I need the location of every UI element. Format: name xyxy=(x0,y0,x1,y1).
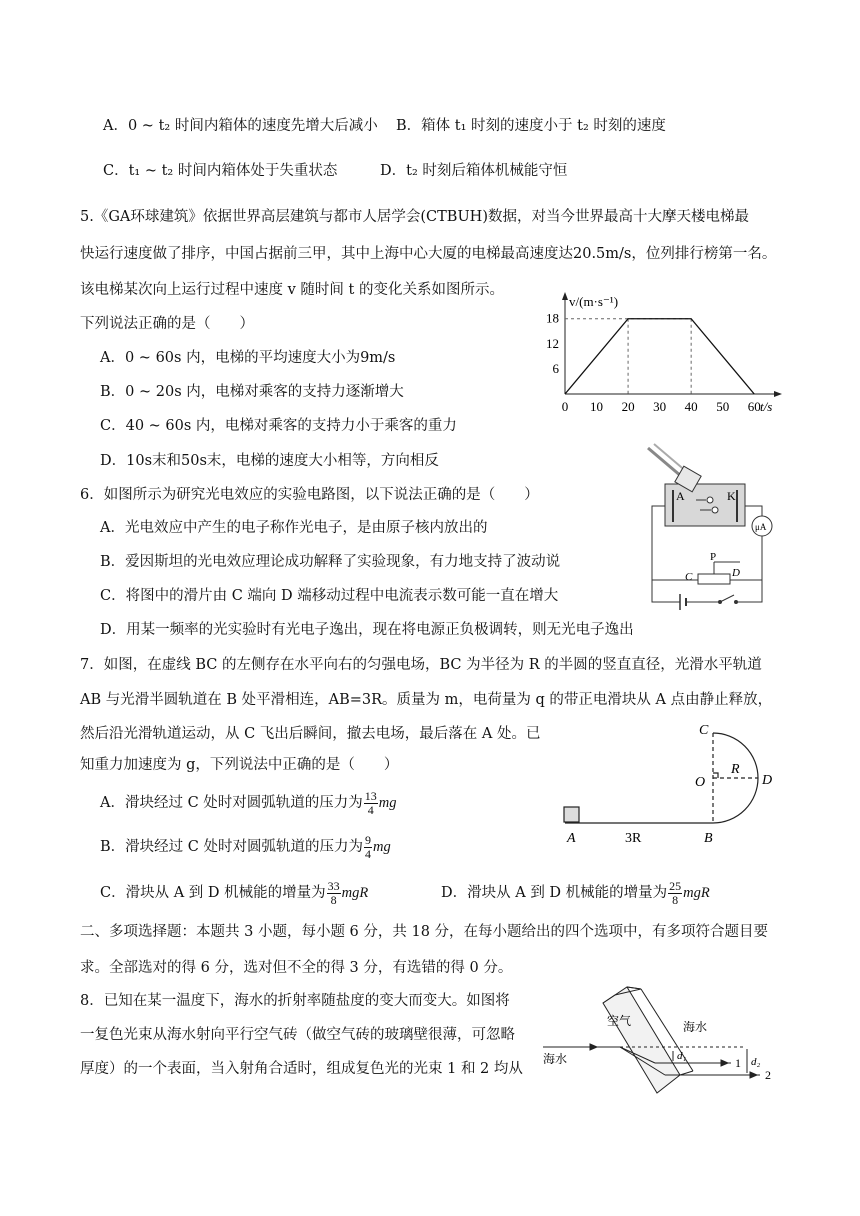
q8-stem-line1: 8．已知在某一温度下，海水的折射率随盐度的变大而变大。如图将 xyxy=(80,993,510,1009)
section2-line2: 求。全部选对的得 6 分，选对但不全的得 3 分，有选错的得 0 分。 xyxy=(80,960,513,976)
point-b-label: B xyxy=(704,831,713,846)
q5-option-c: C．40 ~ 60s 内，电梯对乘客的支持力小于乘客的重力 xyxy=(100,418,457,434)
semicircle-track-figure xyxy=(555,718,785,848)
x-axis-label: t/s xyxy=(760,399,773,414)
q5-option-b: B．0 ~ 20s 内，电梯对乘客的支持力逐渐增大 xyxy=(100,384,404,400)
seawater-left-label: 海水 xyxy=(543,1052,568,1066)
beam-1-label: 1 xyxy=(735,1056,741,1070)
vt-graph xyxy=(530,292,800,422)
microammeter-label: μA xyxy=(755,522,767,532)
q5-stem-line1: 5.《GA环球建筑》依据世界高层建筑与都市人居学会(CTBUH)数据，对当今世界最高十大摩天楼电梯最 xyxy=(80,209,749,225)
x-tick-label: 0 xyxy=(561,399,569,414)
slider-p-label: P xyxy=(710,551,717,563)
radius-label: R xyxy=(731,762,740,777)
q7-stem-line4: 知重力加速度为 g，下列说法中正确的是（ ） xyxy=(80,757,399,773)
x-tick-label: 50 xyxy=(716,399,730,414)
x-tick-label: 10 xyxy=(590,399,604,414)
q7-option-c: C．滑块从 A 到 D 机械能的增量为 $\frac{33}{8}$ mgR xyxy=(100,878,369,907)
cathode-label: K xyxy=(727,489,736,503)
q7-stem-line3: 然后沿光滑轨道运动，从 C 飞出后瞬间，撤去电场，最后落在 A 处。已 xyxy=(80,726,541,742)
q7-stem-line2: AB 与光滑半圆轨道在 B 处平滑相连，AB=3R。质量为 m，电荷量为 q 的带正电滑块从 A 点由静止释放， xyxy=(80,692,773,708)
x-tick-label: 40 xyxy=(684,399,698,414)
q7-stem-line1: 7．如图，在虚线 BC 的左侧存在水平向右的匀强电场，BC 为半径为 R 的半圆的竖直直径，光滑水平轨道 xyxy=(80,657,762,673)
q6-stem: 6．如图所示为研究光电效应的实验电路图，以下说法正确的是（ ） xyxy=(80,487,539,503)
q7-option-a: A．滑块经过 C 处时对圆弧轨道的压力为 $\frac{13}{4}$ mg xyxy=(100,788,397,817)
q8-stem-line3: 厚度）的一个表面，当入射角合适时，组成复色光的光束 1 和 2 均从 xyxy=(80,1061,523,1077)
d2-label: d₂ xyxy=(751,1056,761,1068)
point-c-label: C xyxy=(699,723,709,738)
seawater-right-label: 海水 xyxy=(683,1020,708,1034)
q5-stem-line4: 下列说法正确的是（ ） xyxy=(80,316,254,332)
x-axis-arrow xyxy=(774,391,782,397)
beam-2-label: 2 xyxy=(765,1068,771,1082)
x-tick-label: 60 xyxy=(747,399,761,414)
air-label: 空气 xyxy=(607,1014,632,1028)
point-o-label: O xyxy=(695,775,706,790)
x-tick-label: 20 xyxy=(621,399,635,414)
point-a-label: A xyxy=(567,831,576,846)
photoelectric-circuit-figure xyxy=(640,440,780,610)
rheostat-c-label: C xyxy=(685,571,693,583)
q5-option-d: D．10s末和50s末，电梯的速度大小相等，方向相反 xyxy=(100,453,439,469)
q6-option-c: C．将图中的滑片由 C 端向 D 端移动过程中电流表示数可能一直在增大 xyxy=(100,588,559,604)
y-axis-arrow xyxy=(562,292,568,300)
y-tick-label: 12 xyxy=(546,335,559,351)
q8-stem-line2: 一复色光束从海水射向平行空气砖（做空气砖的玻璃壁很薄，可忽略 xyxy=(80,1027,515,1043)
y-tick-label: 6 xyxy=(552,360,559,376)
q5-option-a: A．0 ~ 60s 内，电梯的平均速度大小为9m/s xyxy=(100,350,396,366)
y-axis-label: v/(m·s⁻¹) xyxy=(569,294,619,309)
x-tick-label: 30 xyxy=(653,399,667,414)
rheostat-d-label: D xyxy=(732,567,740,579)
q7-option-d: D．滑块从 A 到 D 机械能的增量为 $\frac{25}{8}$ mgR xyxy=(441,878,710,907)
anode-label: A xyxy=(676,489,685,503)
section2-line1: 二、多项选择题：本题共 3 小题，每小题 6 分，共 18 分，在每小题给出的四个选项中，有多项符合题目要 xyxy=(80,924,769,940)
q7-option-b: B．滑块经过 C 处时对圆弧轨道的压力为 $\frac{9}{4}$ mg xyxy=(100,832,391,861)
q4-option-c: C．t₁ ~ t₂ 时间内箱体处于失重状态 xyxy=(103,163,338,179)
y-tick-label: 18 xyxy=(546,310,559,326)
q6-option-d: D．用某一频率的光实验时有光电子逸出，现在将电源正负极调转，则无光电子逸出 xyxy=(100,622,634,638)
d1-label: d₁ xyxy=(677,1050,687,1062)
air-brick-refraction-figure xyxy=(535,975,785,1105)
q5-stem-line3: 该电梯某次向上运行过程中速度 v 随时间 t 的变化关系如图所示。 xyxy=(80,282,504,298)
velocity-line xyxy=(565,319,754,394)
q6-option-b: B．爱因斯坦的光电效应理论成功解释了实验现象，有力地支持了波动说 xyxy=(100,554,561,570)
q6-option-a: A．光电效应中产生的电子称作光电子，是由原子核内放出的 xyxy=(100,520,488,536)
q4-option-d: D．t₂ 时刻后箱体机械能守恒 xyxy=(380,163,568,179)
distance-3r-label: 3R xyxy=(625,831,642,846)
q4-option-a: A．0 ~ t₂ 时间内箱体的速度先增大后减小 xyxy=(103,118,378,134)
point-d-label: D xyxy=(762,773,773,788)
q4-option-b: B．箱体 t₁ 时刻的速度小于 t₂ 时刻的速度 xyxy=(396,118,666,134)
q5-stem-line2: 快运行速度做了排序，中国占据前三甲，其中上海中心大厦的电梯最高速度达20.5m/s，位列排行榜第一名。 xyxy=(80,246,777,262)
